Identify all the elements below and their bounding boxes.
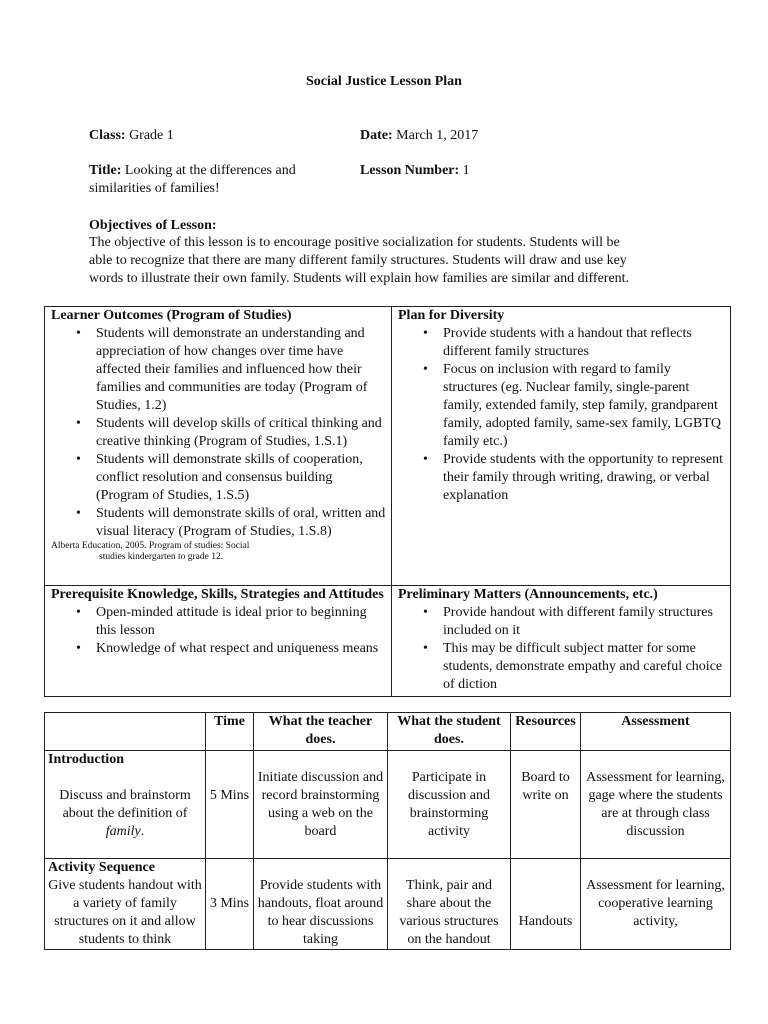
header-teacher: What the teacher does.	[254, 713, 388, 751]
activity-desc-cell	[45, 859, 206, 950]
header-blank	[45, 713, 206, 751]
title-label: Title:	[89, 163, 122, 178]
diversity-heading: Plan for Diversity	[398, 308, 505, 323]
class-field	[89, 127, 174, 145]
list-item: • Students will demonstrate skills of oral, written and visual literacy (Program of Studies, 1.S.8)	[51, 505, 387, 541]
intro-student: Participate in discussion and brainstorming activity	[388, 751, 511, 859]
lesson-number-field	[360, 162, 470, 180]
intro-teacher: Initiate discussion and record brainstorming using a web on the board	[254, 751, 388, 859]
list-item: • Provide handout with different family structures included on it	[398, 604, 726, 640]
lesson-number-value: 1	[462, 163, 470, 178]
list-item: • Students will develop skills of critical thinking and creative thinking (Program of Studies, 1.S.1)	[51, 415, 387, 451]
objectives-line-2: able to recognize that there are many different family structures. Students will draw and use key	[89, 253, 627, 268]
date-label: Date:	[360, 128, 393, 143]
list-item: • Students will demonstrate an understanding and appreciation of how changes over time have affected their families and influenced how their families and communities are today (Program of Studies, 1.2)	[51, 325, 387, 415]
intro-assessment: Assessment for learning, gage where the students are at through class discussion	[581, 751, 731, 859]
date-field	[360, 127, 478, 145]
list-item: • Provide students with a handout that reflects different family structures	[398, 325, 726, 361]
list-item: • Provide students with the opportunity to represent their family through writing, drawing, or verbal explanation	[398, 451, 726, 505]
activity-time: 3 Mins	[206, 859, 254, 950]
date-value: March 1, 2017	[396, 128, 479, 143]
objectives-heading: Objectives of Lesson:	[89, 218, 217, 233]
lesson-number-label: Lesson Number:	[360, 163, 460, 178]
list-item: • This may be difficult subject matter for some students, demonstrate empathy and careful choice of diction	[398, 640, 726, 694]
outcomes-table	[44, 306, 731, 697]
header-resources: Resources	[511, 713, 581, 751]
activity-assessment: Assessment for learning, cooperative learning activity,	[581, 859, 731, 950]
table-header-row	[45, 713, 731, 751]
class-value: Grade 1	[129, 128, 174, 143]
learner-outcomes-heading: Learner Outcomes (Program of Studies)	[51, 308, 292, 323]
activity-teacher: Provide students with handouts, float around to hear discussions taking	[254, 859, 388, 950]
prerequisite-cell	[45, 586, 392, 697]
preliminary-heading: Preliminary Matters (Announcements, etc.)	[398, 587, 658, 602]
learner-outcomes-cell	[45, 307, 392, 586]
intro-desc-cell	[45, 751, 206, 859]
list-item: • Focus on inclusion with regard to family structures (eg. Nuclear family, single-parent family, extended family, step family, grandparent family, adopted family, same-sex family, LGBTQ family etc.)	[398, 361, 726, 451]
header-time: Time	[206, 713, 254, 751]
learner-outcomes-list	[51, 325, 387, 541]
preliminary-list	[398, 604, 726, 694]
class-label: Class:	[89, 128, 126, 143]
citation-line-1: Alberta Education, 2005. Program of studies: Social	[51, 541, 250, 551]
diversity-list	[398, 325, 726, 505]
activity-student: Think, pair and share about the various structures on the handout	[388, 859, 511, 950]
intro-section-heading: Introduction	[48, 752, 124, 767]
objectives-body	[89, 234, 679, 288]
title-value-line2: similarities of families!	[89, 181, 220, 196]
table-row	[45, 859, 731, 950]
table-row	[45, 751, 731, 859]
schedule-table	[44, 712, 731, 950]
activity-resources: Handouts	[511, 859, 581, 950]
page-title: Social Justice Lesson Plan	[306, 74, 462, 89]
title-value-line1: Looking at the differences and	[124, 163, 296, 178]
citation-line-2: studies kindergarten to grade 12.	[99, 552, 224, 562]
activity-desc: Give students handout with a variety of family structures on it and allow students to think	[48, 878, 202, 947]
list-item: • Open-minded attitude is ideal prior to beginning this lesson	[51, 604, 387, 640]
objectives-line-1: The objective of this lesson is to encourage positive socialization for students. Students will be	[89, 235, 620, 250]
list-item: • Knowledge of what respect and uniqueness means	[51, 640, 387, 658]
title-field	[89, 162, 329, 198]
header-assessment: Assessment	[581, 713, 731, 751]
list-item: • Students will demonstrate skills of cooperation, conflict resolution and consensus building (Program of Studies, 1.S.5)	[51, 451, 387, 505]
activity-section-heading: Activity Sequence	[48, 860, 155, 875]
intro-resources: Board to write on	[511, 751, 581, 859]
intro-time: 5 Mins	[206, 751, 254, 859]
header-student: What the student does.	[388, 713, 511, 751]
prerequisite-list	[51, 604, 387, 658]
diversity-cell	[392, 307, 731, 586]
prerequisite-heading: Prerequisite Knowledge, Skills, Strategies and Attitudes	[51, 587, 384, 602]
intro-desc: Discuss and brainstorm about the definition of family.	[59, 788, 191, 839]
preliminary-cell	[392, 586, 731, 697]
objectives-line-3: words to illustrate their own family. Students will explain how families are similar and different.	[89, 271, 630, 286]
